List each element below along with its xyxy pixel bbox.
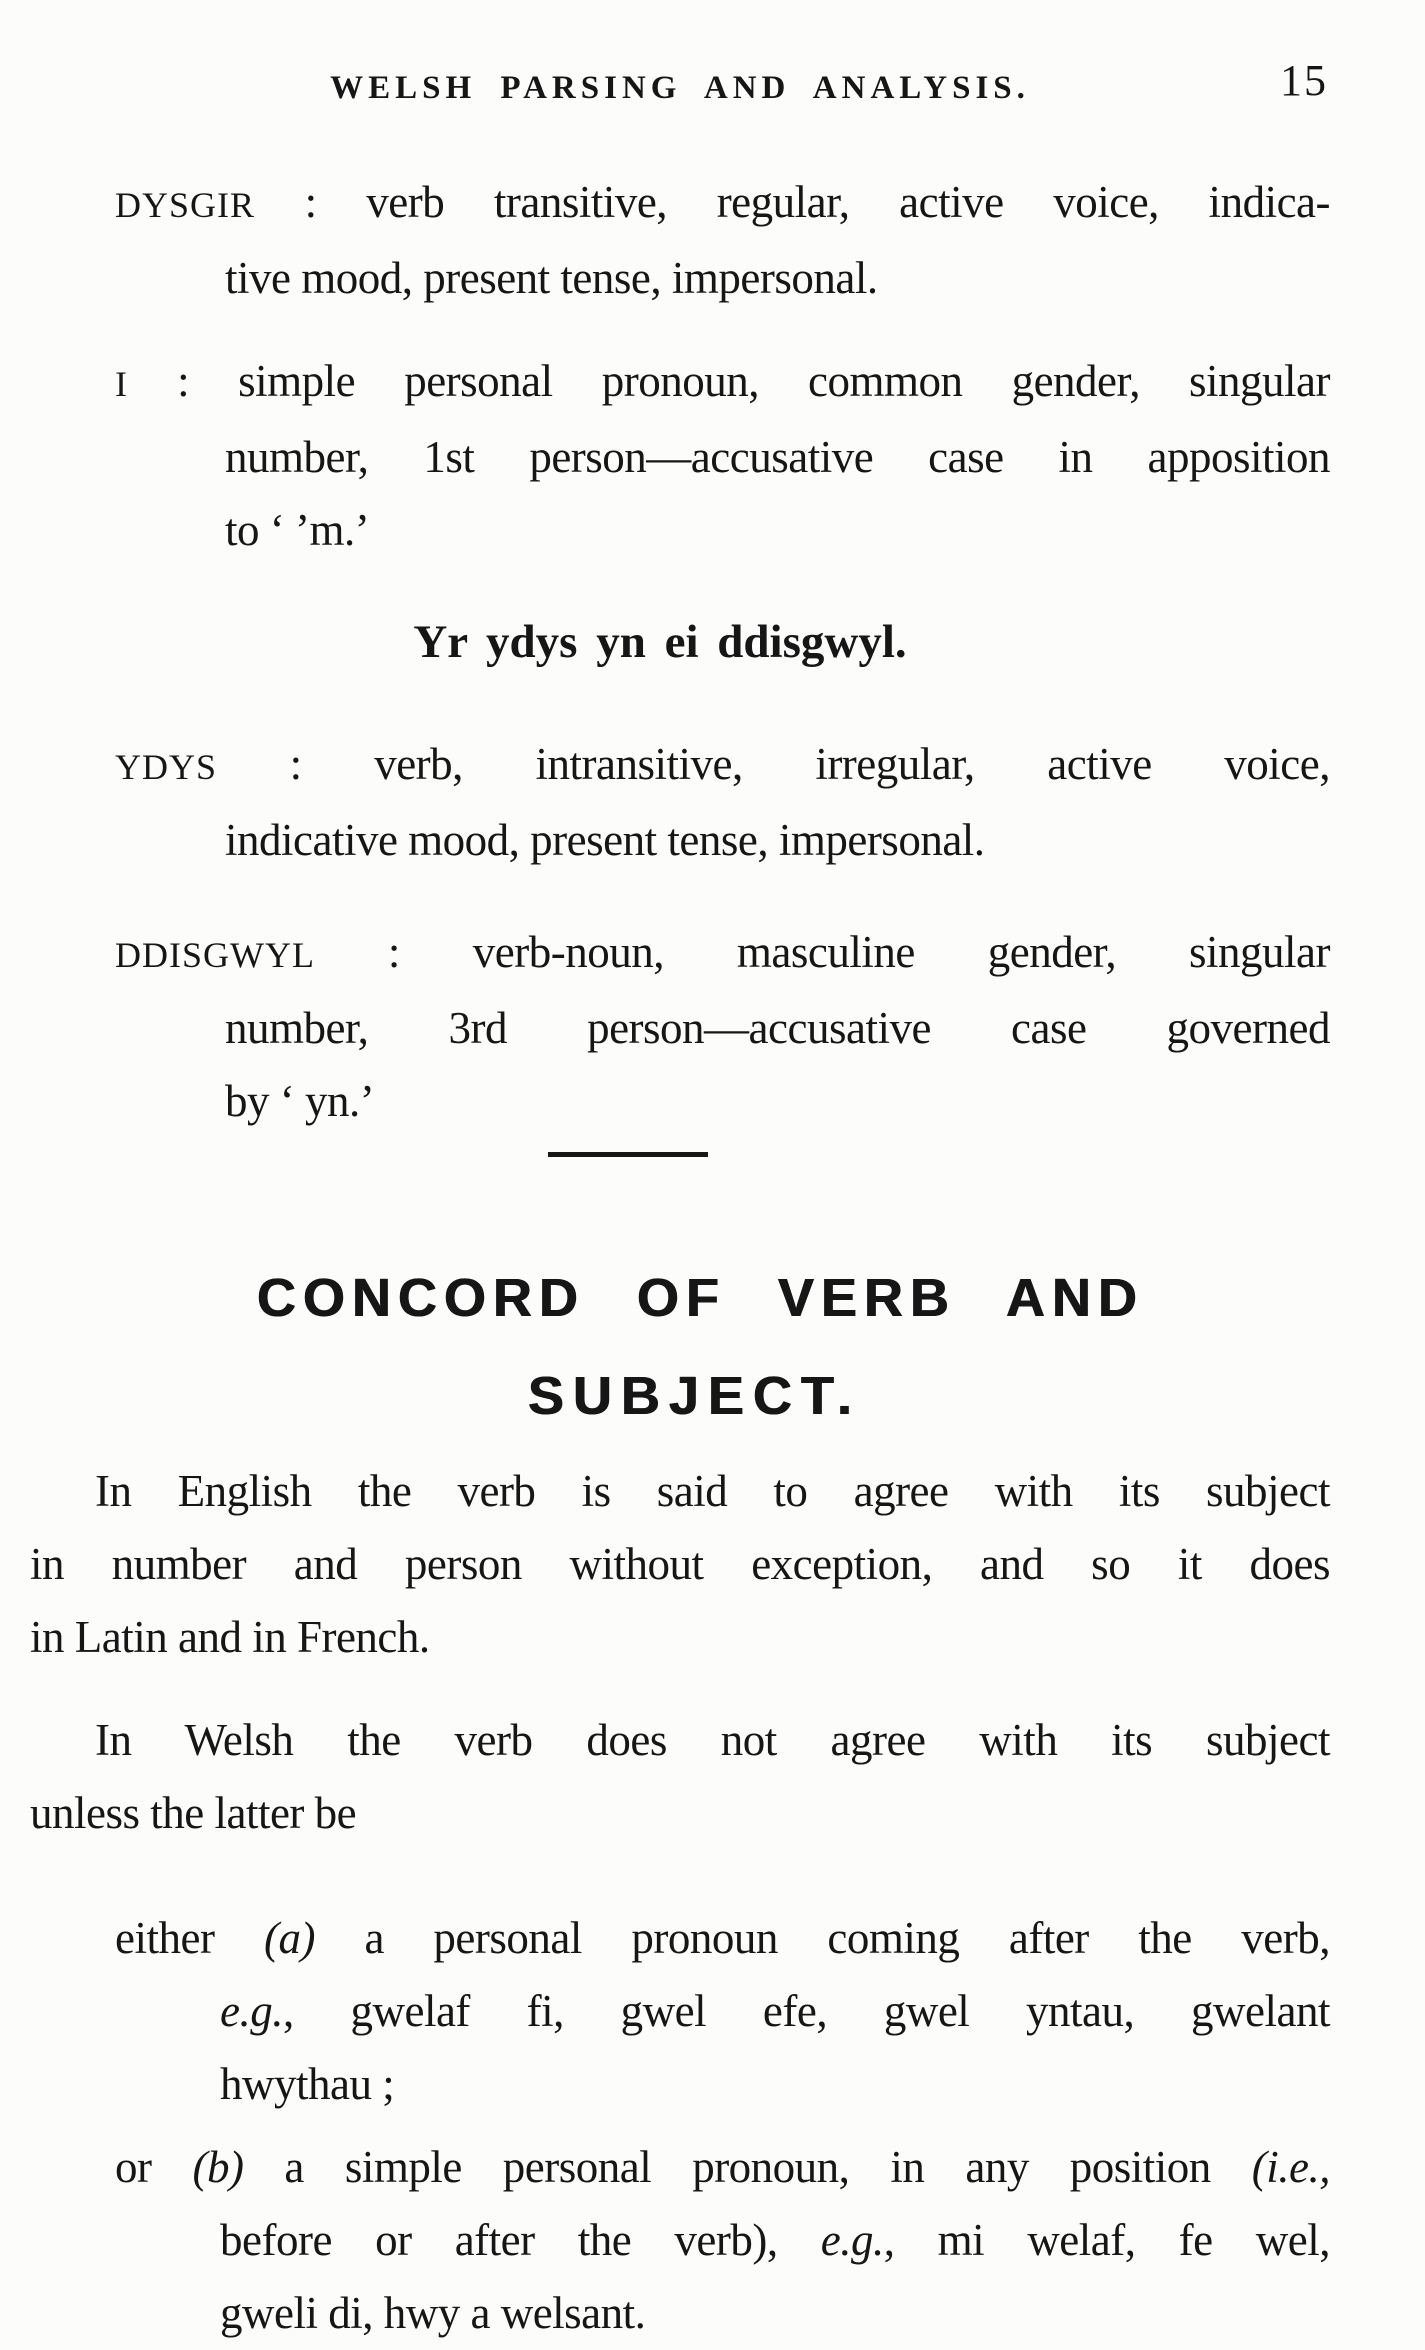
header-title: WELSH PARSING AND ANALYSIS. — [330, 70, 1030, 106]
entry-ddisgwyl — [115, 916, 1330, 1138]
item-text: , mi welaf, fe wel, — [883, 2215, 1330, 2265]
item-text: , gwelaf fi, gwel efe, gwel yntau, gwelant — [282, 1986, 1330, 2036]
text-line: number, 1st person—accusative case in apposition — [225, 432, 1330, 482]
list-item-a — [115, 1902, 1330, 2121]
entry-text: : verb-noun, masculine gender, singular — [314, 927, 1330, 977]
entry-text: : simple personal pronoun, common gender, singular — [128, 356, 1330, 406]
item-lead: or — [115, 2142, 193, 2192]
text-column — [30, 0, 1330, 2350]
item-text: before or after the verb), — [220, 2215, 821, 2265]
item-text: a simple personal pronoun, in any position — [243, 2142, 1252, 2192]
text-line — [115, 166, 1330, 242]
section-heading-line-1: CONCORD OF VERB AND — [256, 1268, 1144, 1328]
item-marker-a: (a) — [263, 1913, 315, 1963]
abbrev-eg: e.g. — [220, 1986, 283, 2036]
entry-term: YDYS — [115, 747, 218, 787]
text-line: In English the verb is said to agree with its subject — [95, 1466, 1330, 1516]
text-line: number, 3rd person—accusative case governed — [225, 1003, 1330, 1053]
text-line: indicative mood, present tense, impersonal. — [225, 815, 985, 865]
item-lead: either — [115, 1913, 264, 1963]
text-line: to ‘ ’m.’ — [225, 505, 370, 555]
item-marker-b: (b) — [192, 2142, 244, 2192]
paragraph-welsh — [30, 1704, 1330, 1850]
entry-term: I — [115, 364, 128, 404]
entry-term: DDISGWYL — [115, 935, 315, 975]
item-text: a personal pronoun coming after the verb, — [314, 1913, 1330, 1963]
page-number: 15 — [1280, 56, 1328, 105]
text-line: tive mood, present tense, impersonal. — [225, 253, 878, 303]
text-line — [115, 1902, 1330, 1975]
text-line: gweli di, hwy a welsant. — [220, 2288, 646, 2338]
text-line: in number and person without exception, and so it does — [30, 1539, 1330, 1589]
abbrev-ie: (i.e., — [1251, 2142, 1330, 2192]
list-item-b — [115, 2131, 1330, 2350]
text-line: unless the latter be — [30, 1788, 357, 1838]
text-line — [115, 1975, 1330, 2048]
section-heading — [30, 1249, 1330, 1445]
example-sentence-heading: Yr ydys yn ei ddisgwyl. — [413, 616, 907, 668]
paragraph-english — [30, 1455, 1330, 1674]
text-line — [115, 345, 1330, 421]
entry-dysgir — [115, 166, 1330, 315]
entry-i — [115, 345, 1330, 567]
text-line — [115, 728, 1330, 804]
section-divider — [548, 1152, 708, 1157]
entry-term: DYSGIR — [115, 185, 256, 225]
entry-text: : verb, intransitive, irregular, active voice, — [217, 739, 1330, 789]
text-line: by ‘ yn.’ — [225, 1076, 375, 1126]
text-line — [115, 2131, 1330, 2204]
running-header — [30, 52, 1330, 106]
text-line — [115, 2204, 1330, 2277]
entry-ydys — [115, 728, 1330, 877]
abbrev-eg: e.g. — [820, 2215, 884, 2265]
section-heading-line-2: SUBJECT. — [527, 1366, 861, 1426]
entry-text: : verb transitive, regular, active voice, indica- — [255, 177, 1330, 227]
text-line: in Latin and in French. — [30, 1612, 430, 1662]
text-line: hwythau ; — [220, 2059, 395, 2109]
text-line — [115, 916, 1330, 992]
text-line: In Welsh the verb does not agree with its subject — [95, 1715, 1330, 1765]
